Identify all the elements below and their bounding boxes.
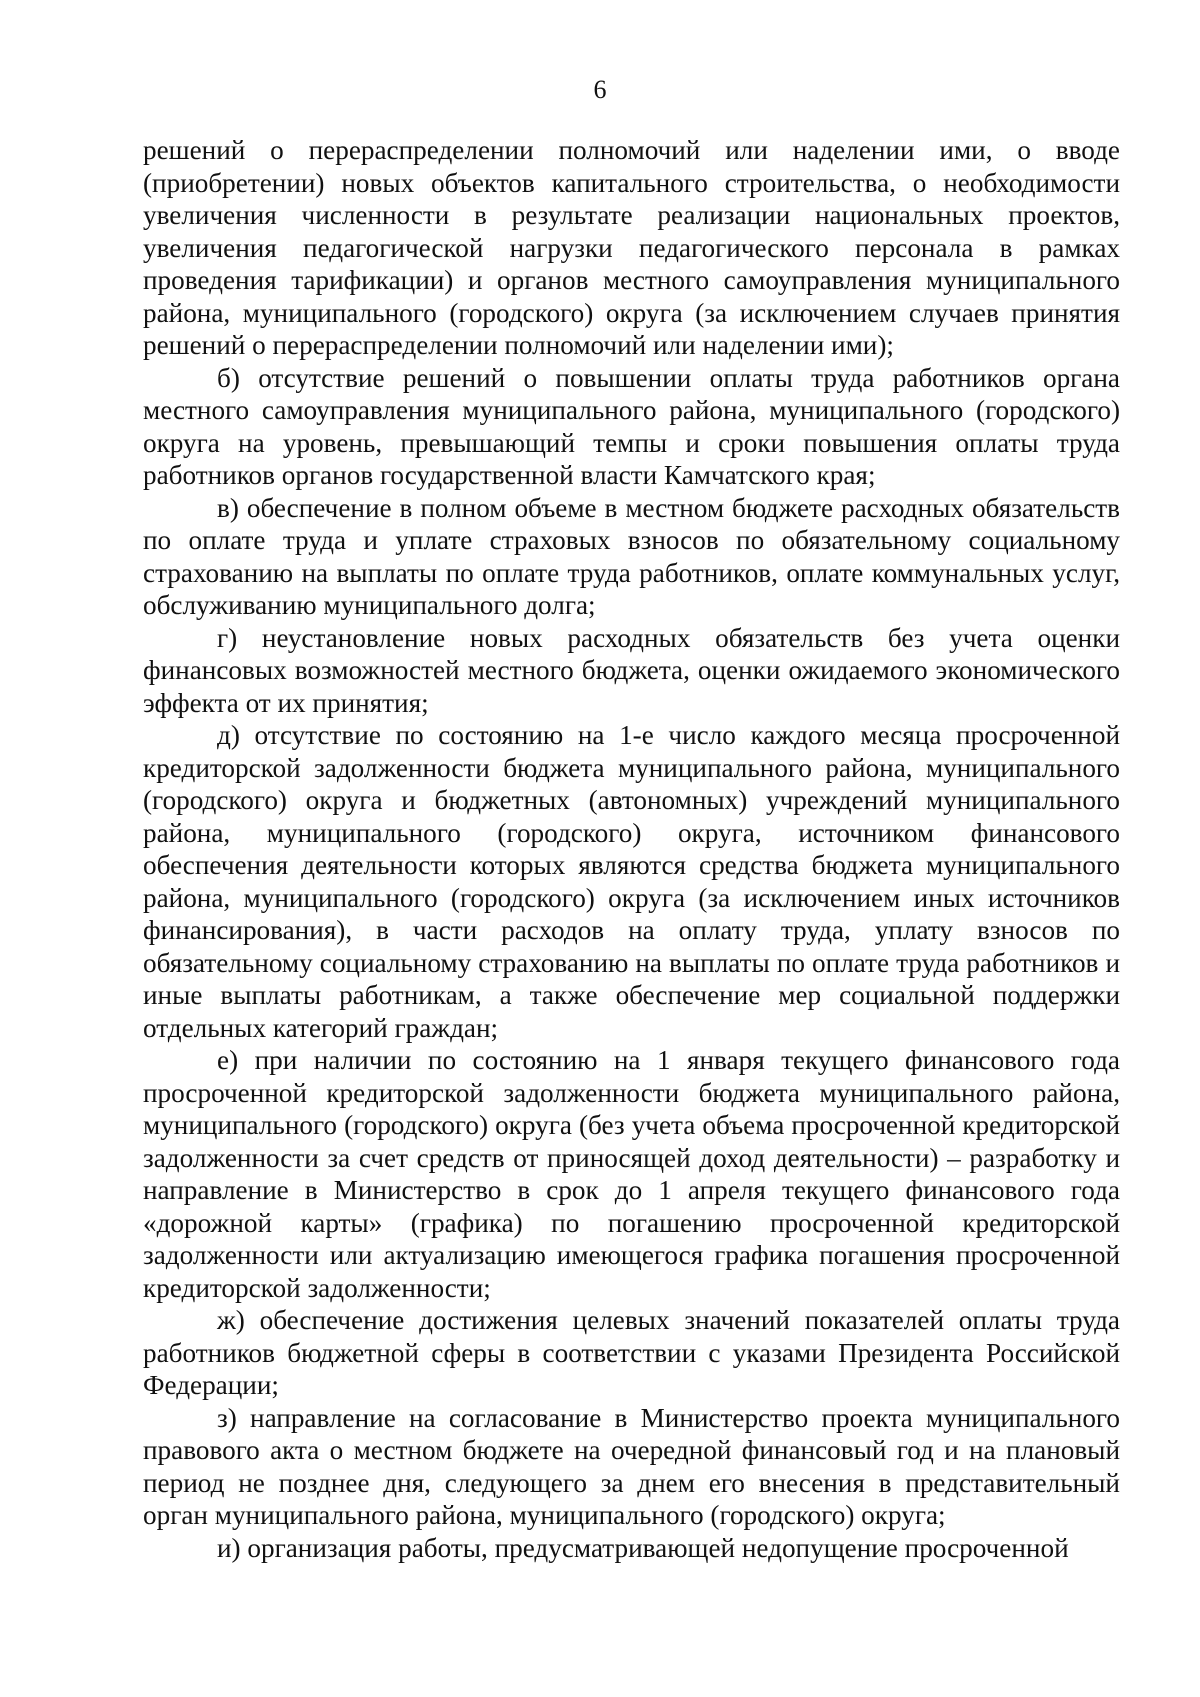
paragraph-item-i: и) организация работы, предусматривающей недопущение просроченной	[217, 1532, 1069, 1563]
paragraph-item-z: з) направление на согласование в Министерство проекта муниципального правового акта о местном бюджете на очередной финансовый год и на плановый период не позднее дня, следующего за днем его внесения в представительный орган муниципального района, муниципального (городского) округа;	[143, 1402, 1120, 1530]
paragraph-item-b: б) отсутствие решений о повышении оплаты труда работников органа местного самоуправления муниципального района, муниципального (городского) округа на уровень, превышающий темпы и сроки повышения оплаты труда работников органов государственной власти Камчатского края;	[143, 362, 1120, 490]
paragraph-continuation: решений о перераспределении полномочий или наделении ими, о вводе (приобретении) новых объектов капитального строительства, о необходимости увеличения численности в результате реализации национальных проектов, увеличения педагогической нагрузки педагогического персонала в рамках проведения тарификации) и органов местного самоуправления муниципального района, муниципального (городского) округа (за исключением случаев принятия решений о перераспределении полномочий или наделении ими);	[143, 135, 1120, 360]
paragraph-item-zh: ж) обеспечение достижения целевых значений показателей оплаты труда работников бюджетной сферы в соответствии с указами Президента Российской Федерации;	[143, 1305, 1120, 1400]
document-body	[143, 134, 1120, 1564]
paragraph-item-e: е) при наличии по состоянию на 1 января текущего финансового года просроченной кредиторской задолженности бюджета муниципального района, муниципального (городского) округа (без учета объема просроченной кредиторской задолженности за счет средств от приносящей доход деятельности) – разработку и направление в Министерство в срок до 1 апреля текущего финансового года «дорожной карты» (графика) по погашению просроченной кредиторской задолженности или актуализацию имеющегося графика погашения просроченной кредиторской задолженности;	[143, 1045, 1120, 1303]
page-number: 6	[593, 75, 607, 104]
paragraph-item-g: г) неустановление новых расходных обязательств без учета оценки финансовых возможностей местного бюджета, оценки ожидаемого экономического эффекта от их принятия;	[143, 622, 1120, 718]
paragraph-item-d: д) отсутствие по состоянию на 1-е число каждого месяца просроченной кредиторской задолженности бюджета муниципального района, муниципального (городского) округа и бюджетных (автономных) учреждений муниципального района, муниципального (городского) округа, источником финансового обеспечения деятельности которых являются средства бюджета муниципального района, муниципального (городского) округа (за исключением иных источников финансирования), в части расходов на оплату труда, уплату взносов по обязательному социальному страхованию на выплаты по оплате труда работников и иные выплаты работникам, а также обеспечение мер социальной поддержки отдельных категорий граждан;	[143, 720, 1120, 1043]
paragraph-item-v: в) обеспечение в полном объеме в местном бюджете расходных обязательств по оплате труда и уплате страховых взносов по обязательному социальному страхованию на выплаты по оплате труда работников, оплате коммунальных услуг, обслуживанию муниципального долга;	[143, 492, 1120, 620]
